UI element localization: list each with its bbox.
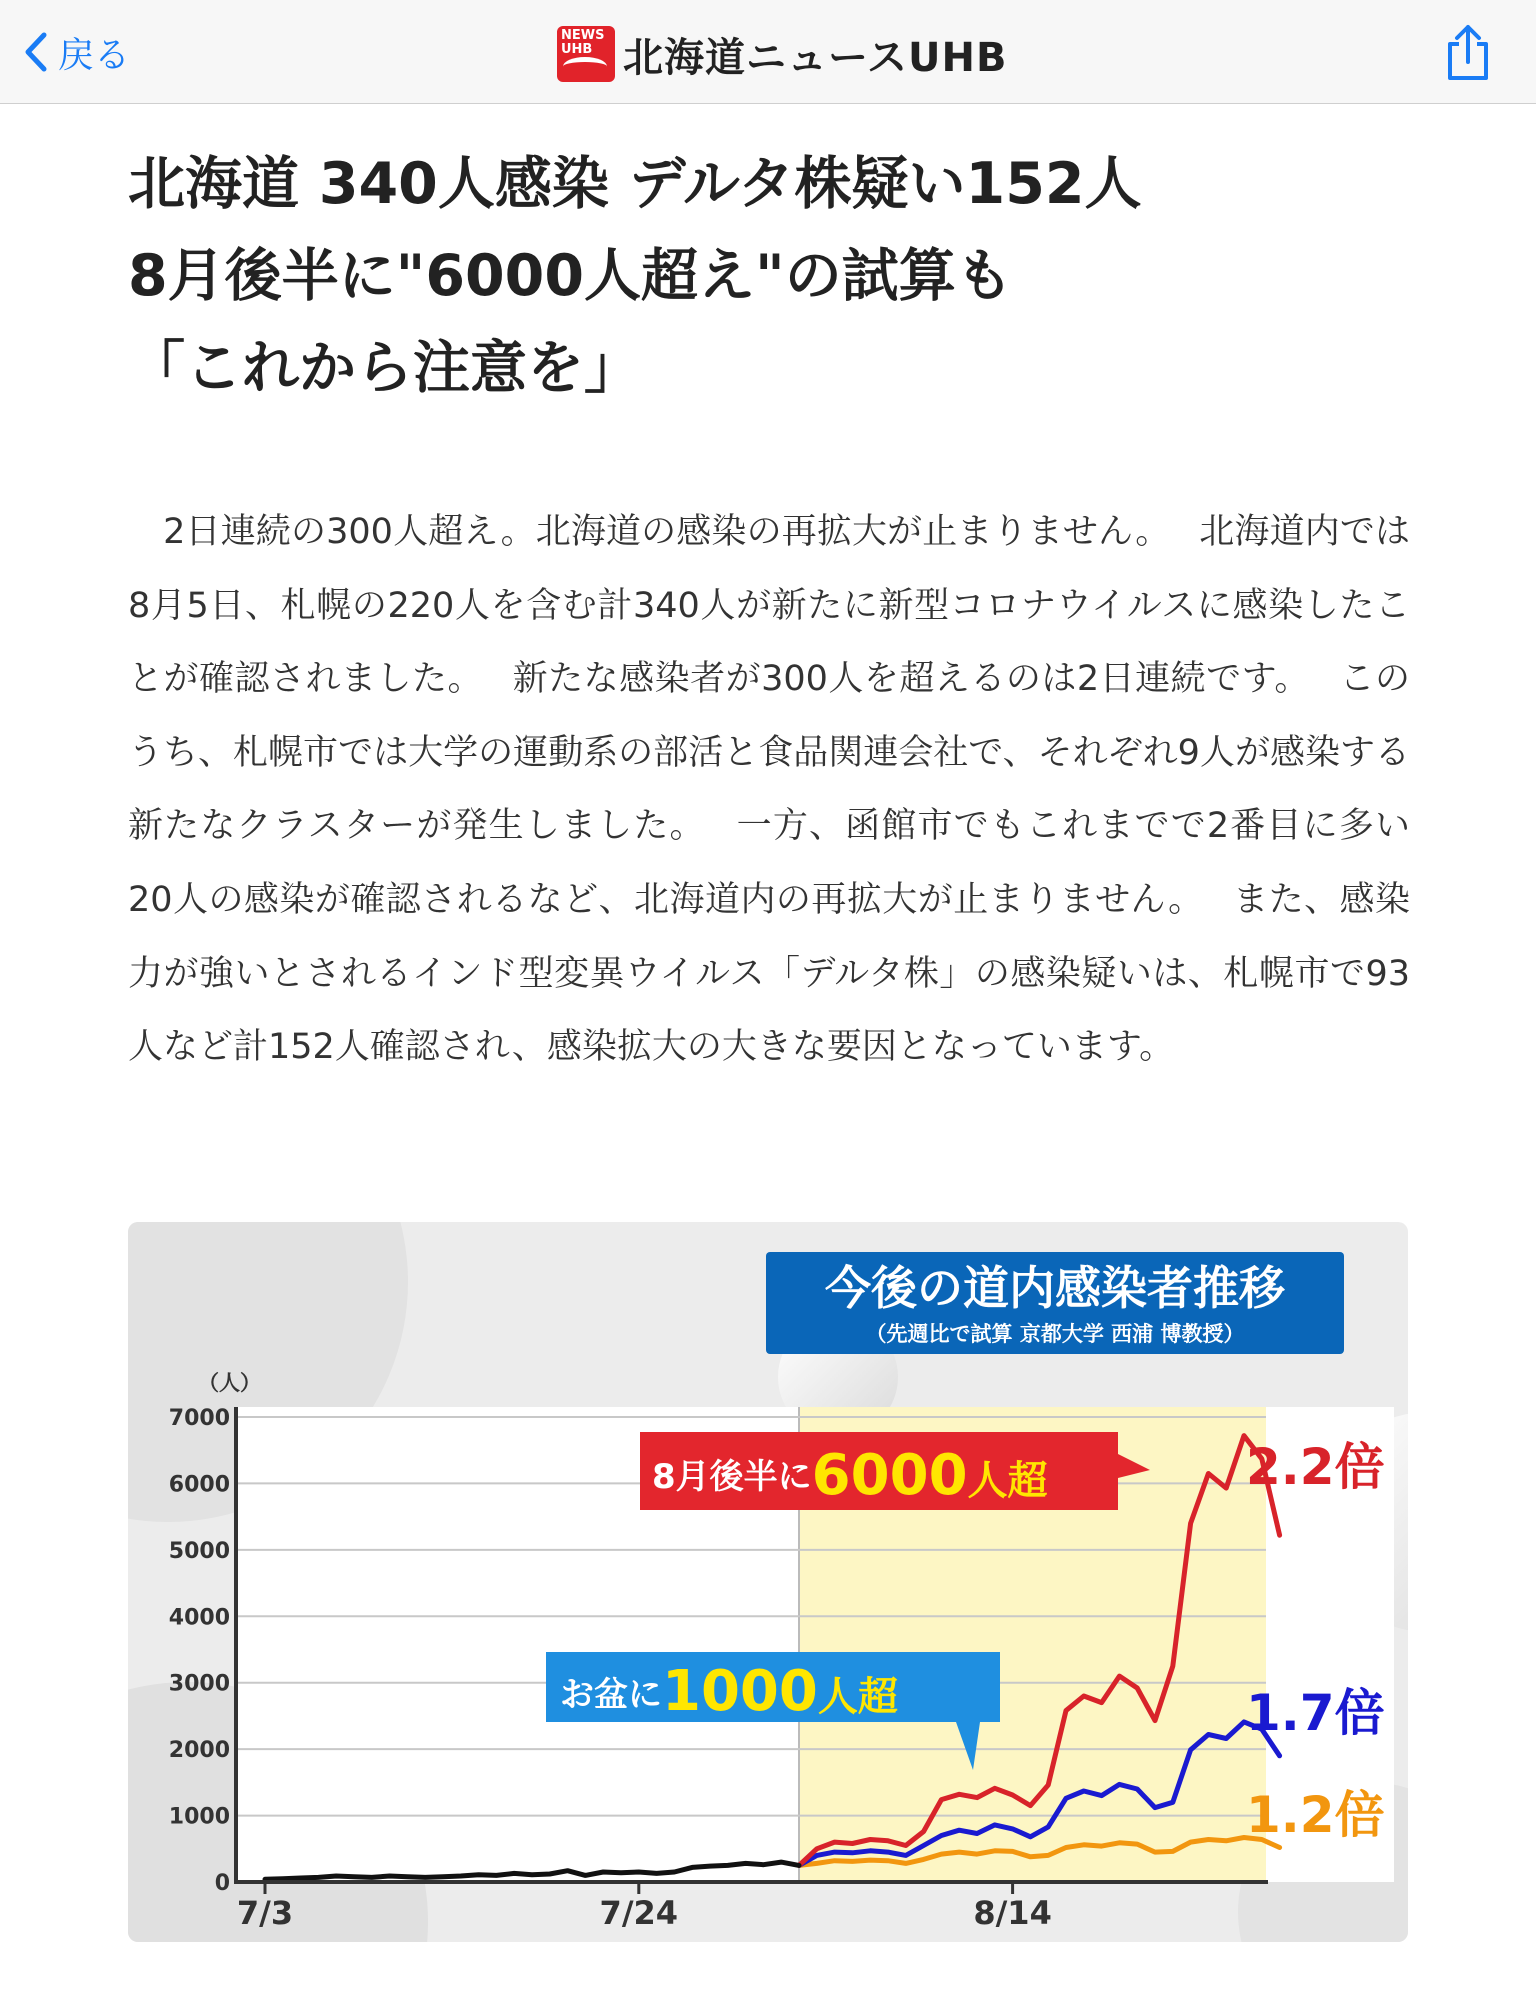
y-axis-unit: （人） — [198, 1371, 261, 1395]
red-series-label: 2.2倍 — [1246, 1438, 1385, 1496]
title-line: 8月後半に"6000人超え"の試算も — [128, 243, 1013, 309]
chart-title: 今後の道内感染者推移 — [825, 1261, 1285, 1315]
red-callout-pre: 8月後半に — [652, 1457, 812, 1497]
y-tick-label: 6000 — [168, 1472, 230, 1498]
y-tick-label: 3000 — [168, 1671, 230, 1697]
red-callout-post: 人超 — [967, 1458, 1048, 1504]
back-label: 戻る — [58, 34, 131, 76]
app-branding — [557, 26, 1007, 82]
chevron-left-icon — [22, 31, 48, 73]
blue-series-label: 1.7倍 — [1246, 1684, 1385, 1742]
y-axis-ticks — [169, 1406, 230, 1896]
x-tick-label: 7/3 — [236, 1894, 294, 1932]
chart-subtitle: （先週比で試算 京都大学 西浦 博教授） — [865, 1322, 1245, 1346]
y-tick-label: 7000 — [168, 1406, 230, 1431]
article-title — [128, 138, 1428, 414]
y-tick-label: 2000 — [168, 1738, 230, 1764]
y-tick-label: 1000 — [168, 1804, 230, 1830]
title-line: 北海道 340人感染 デルタ株疑い152人 — [128, 151, 1142, 217]
y-tick-label: 0 — [214, 1871, 230, 1896]
news-uhb-logo: NEWS UHB — [557, 26, 615, 82]
red-callout — [640, 1432, 1150, 1510]
x-tick-label: 8/14 — [973, 1894, 1052, 1932]
share-icon — [1440, 22, 1496, 82]
blue-callout-big: 1000 — [662, 1659, 818, 1724]
share-button[interactable] — [1440, 22, 1496, 82]
y-tick-label: 4000 — [168, 1605, 230, 1631]
back-button[interactable] — [22, 28, 130, 76]
blue-callout-post: 人超 — [817, 1674, 898, 1720]
orange-series-label: 1.2倍 — [1246, 1786, 1385, 1844]
x-tick-label: 7/24 — [599, 1894, 679, 1932]
infection-forecast-chart — [128, 1222, 1408, 1942]
article-body: 2日連続の300人超え。北海道の感染の再拡大が止まりません。 北海道内では8月5日、札幌の220人を含む計340人が新たに新型コロナウイルスに感染したことが確認されました。 新たな感染者が300人を超えるのは2日連続です。 このうち、札幌市では大学の運動系の部活と食品関連会社で、それぞれ9人が感染する新たなクラスターが発生しました。 一方、函館市でもこれまでで2番目に多い20人の感染が確認されるなど、北海道内の再拡大が止まりません。 また、感染力が強いとされるインド型変異ウイルス「デルタ株」の感染疑いは、札幌市で93人など計152人確認され、感染拡大の大きな要因となっています。 — [128, 512, 1410, 1068]
blue-callout-pre: お盆に — [560, 1675, 662, 1715]
red-callout-big: 6000 — [811, 1443, 968, 1508]
title-line: 「これから注意を」 — [128, 335, 641, 401]
chart-title-box — [766, 1252, 1344, 1354]
chart-svg — [128, 1222, 1408, 1942]
top-navigation-bar — [0, 0, 1536, 104]
app-title: 北海道ニュースUHB — [623, 34, 1008, 81]
y-tick-label: 5000 — [168, 1538, 230, 1564]
